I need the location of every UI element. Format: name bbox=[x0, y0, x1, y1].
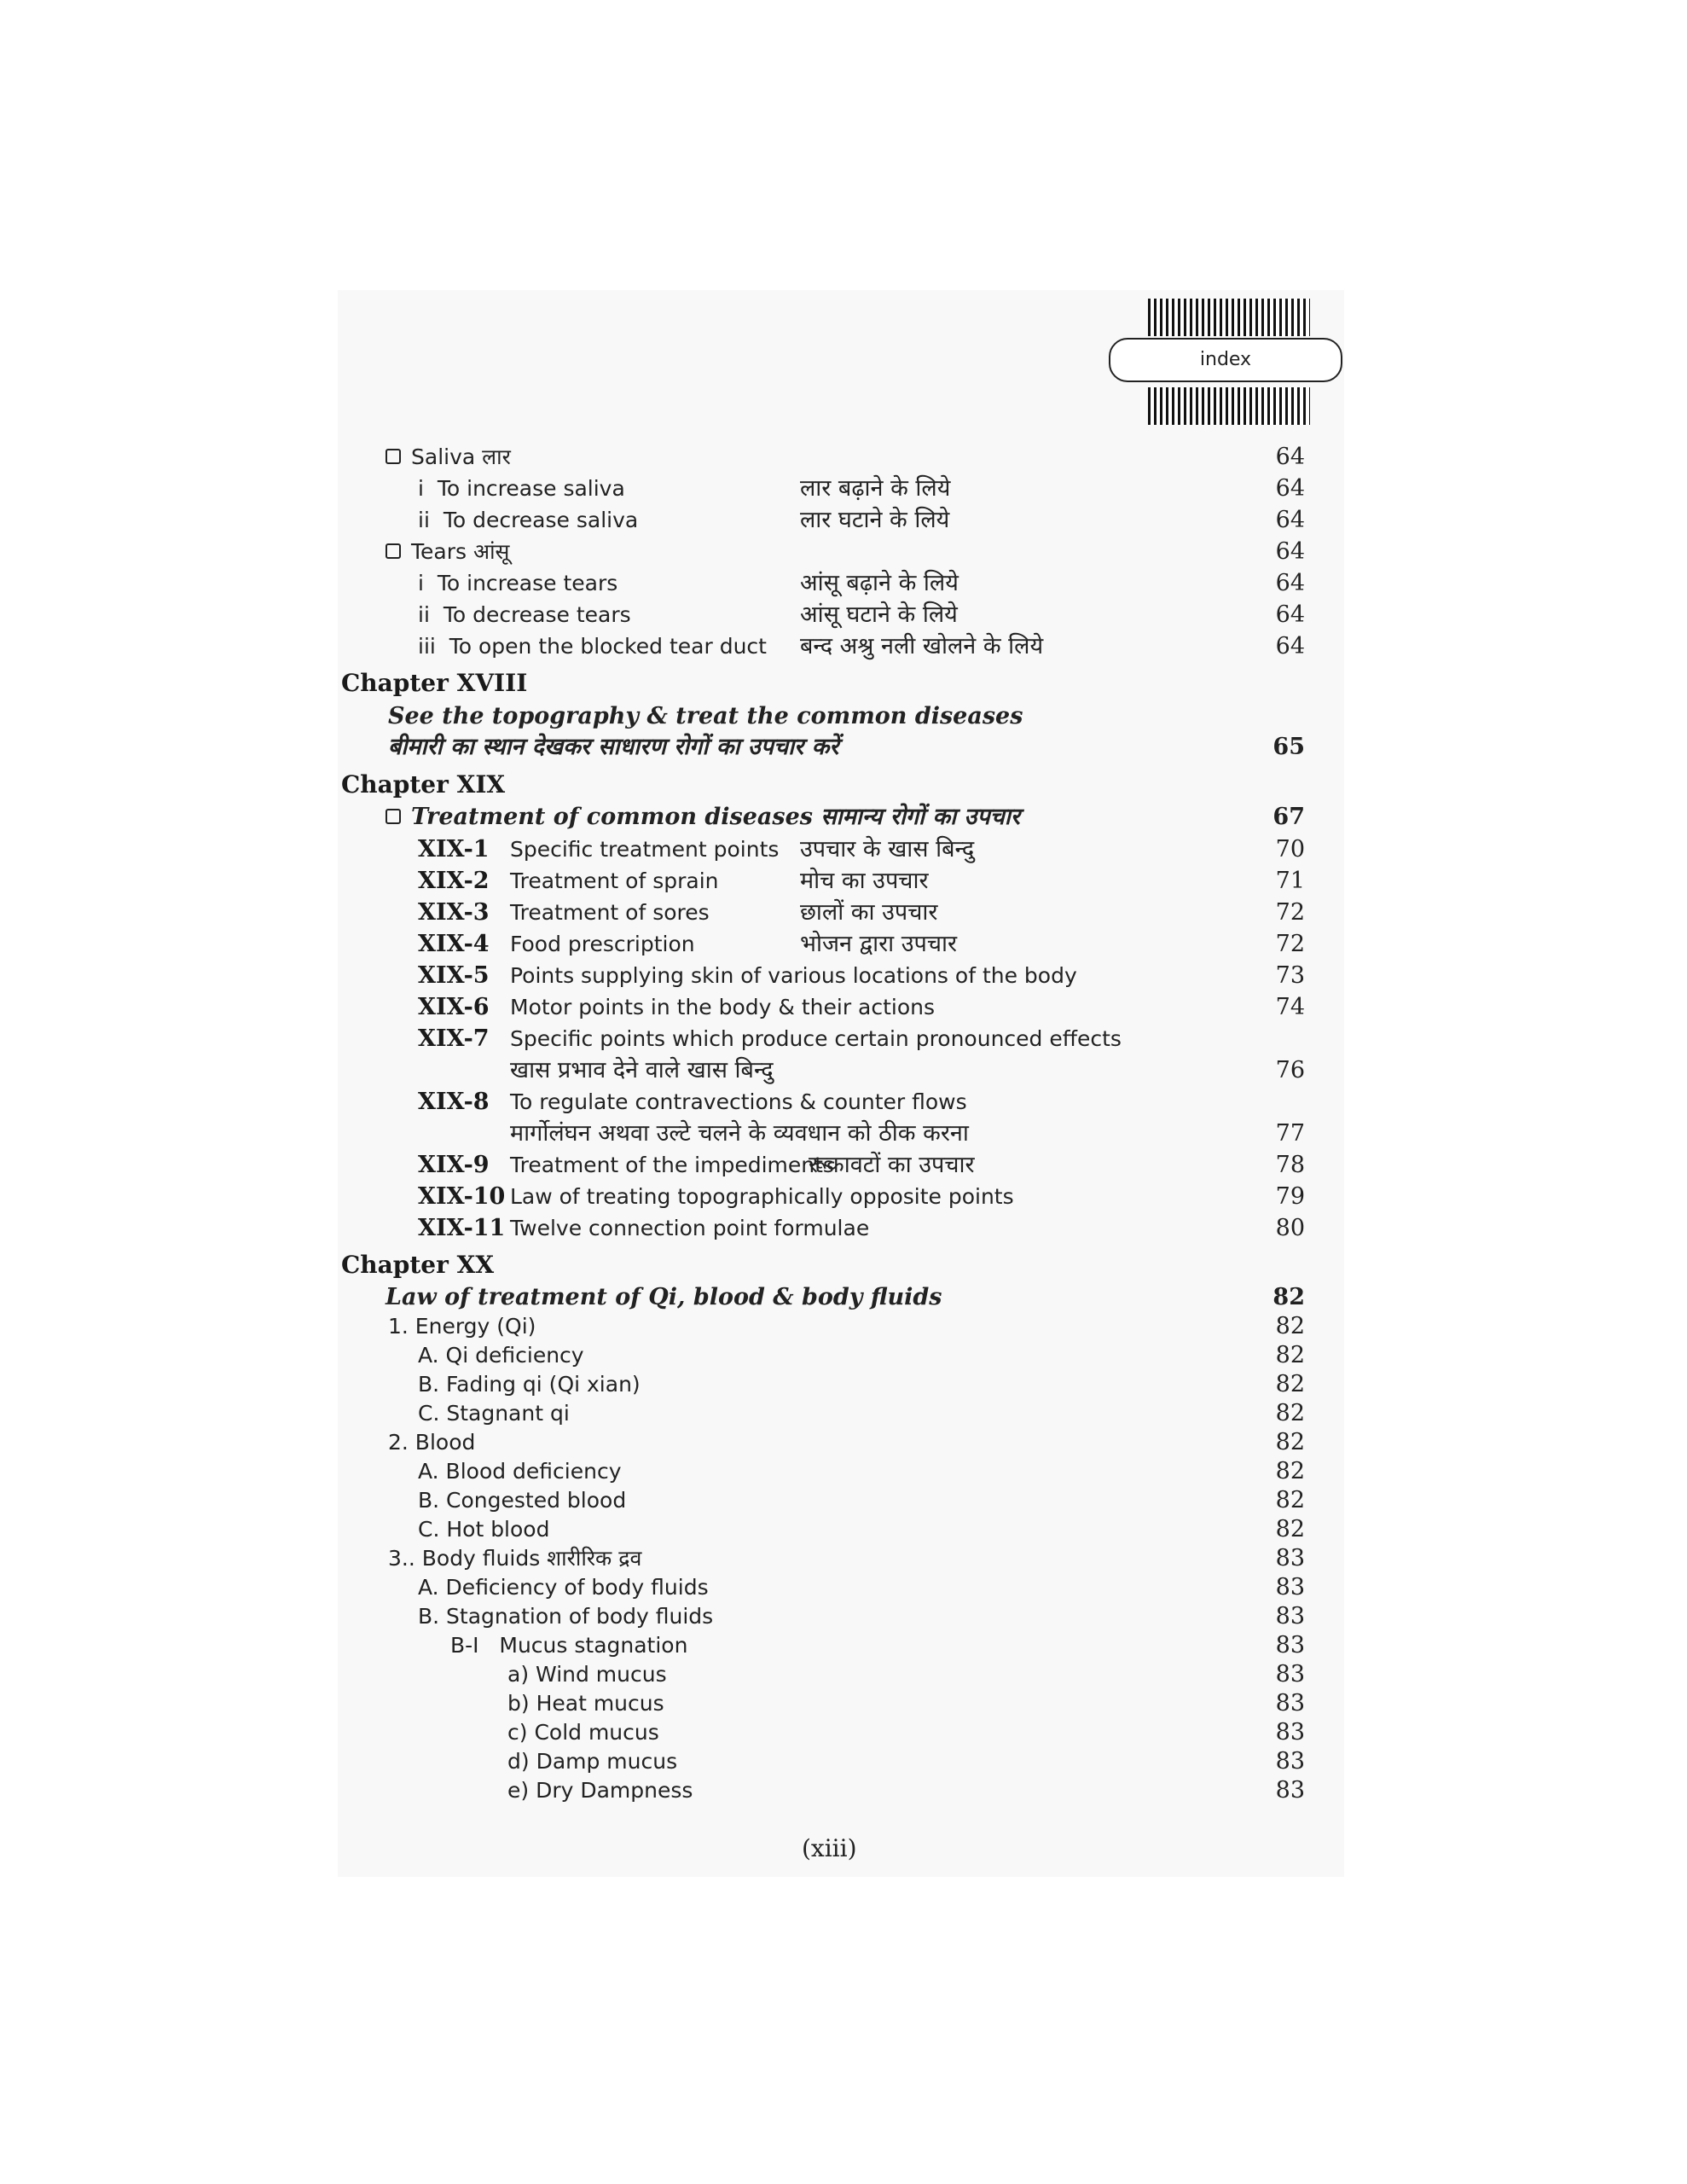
page-ref: 65 bbox=[1272, 734, 1305, 760]
item-hindi: मोच का उपचार bbox=[800, 868, 929, 894]
checkbox-bullet-icon bbox=[386, 449, 401, 464]
item-code: XIX-1 bbox=[418, 836, 490, 863]
list-item: d) Damp mucus bbox=[507, 1749, 678, 1774]
item-label: Twelve connection point formulae bbox=[510, 1216, 870, 1240]
page-ref: 73 bbox=[1275, 962, 1305, 989]
list-item: A. Deficiency of body fluids bbox=[418, 1575, 709, 1600]
page-ref: 82 bbox=[1275, 1313, 1305, 1339]
list-item: 3.. Body fluids शारीरिक द्रव bbox=[388, 1546, 642, 1571]
page-ref: 83 bbox=[1275, 1690, 1305, 1716]
chapter-title-hi: बीमारी का स्थान देखकर साधारण रोगों का उपचार करें bbox=[388, 734, 839, 760]
checkbox-bullet-icon bbox=[386, 809, 401, 824]
entry-hindi: बन्द अश्रु नली खोलने के लिये bbox=[800, 633, 1044, 659]
item-label: To regulate contravections & counter flows bbox=[510, 1089, 967, 1114]
page-ref: 79 bbox=[1275, 1183, 1305, 1210]
entry-hindi: आंसू बढ़ाने के लिये bbox=[800, 570, 959, 596]
item-code: XIX-10 bbox=[418, 1183, 506, 1210]
page-ref: 67 bbox=[1272, 804, 1305, 830]
page-ref: 82 bbox=[1275, 1342, 1305, 1368]
item-label: Specific points which produce certain pronounced effects bbox=[510, 1026, 1122, 1051]
list-item: 2. Blood bbox=[388, 1430, 476, 1455]
item-hindi: खास प्रभाव देने वाले खास बिन्दु bbox=[510, 1057, 774, 1083]
list-item: C. Hot blood bbox=[418, 1517, 550, 1542]
page-ref: 82 bbox=[1275, 1400, 1305, 1426]
list-item: a) Wind mucus bbox=[507, 1662, 667, 1687]
list-item: B. Congested blood bbox=[418, 1488, 627, 1513]
page-ref: 82 bbox=[1275, 1371, 1305, 1397]
entry-tears-decrease: ii To decrease tears bbox=[418, 602, 631, 627]
entry-hindi: आंसू घटाने के लिये bbox=[800, 601, 958, 628]
list-item: A. Qi deficiency bbox=[418, 1343, 584, 1368]
index-tab bbox=[1109, 299, 1348, 427]
item-label: Motor points in the body & their actions bbox=[510, 995, 936, 1019]
chapter-title: Treatment of common diseases सामान्य रोगों का उपचार bbox=[386, 802, 1020, 833]
page-ref: 72 bbox=[1275, 899, 1305, 926]
chapter-heading: Chapter XVIII bbox=[341, 669, 528, 697]
item-label: Treatment of sprain bbox=[510, 868, 719, 893]
checkbox-bullet-icon bbox=[386, 543, 401, 559]
chapter-title: Law of treatment of Qi, blood & body fluids bbox=[386, 1284, 942, 1310]
list-item: A. Blood deficiency bbox=[418, 1459, 622, 1484]
list-item: 1. Energy (Qi) bbox=[388, 1314, 536, 1339]
page-ref: 82 bbox=[1272, 1284, 1305, 1310]
list-item: B-I Mucus stagnation bbox=[450, 1633, 688, 1658]
entry-saliva: Saliva लार bbox=[386, 442, 511, 473]
page-number: (xiii) bbox=[802, 1834, 857, 1862]
page-ref: 64 bbox=[1275, 507, 1305, 533]
item-code: XIX-8 bbox=[418, 1089, 490, 1115]
entry-hindi: लार घटाने के लिये bbox=[800, 507, 950, 533]
barcode-stripes-top bbox=[1148, 299, 1310, 336]
chapter-heading: Chapter XX bbox=[341, 1251, 495, 1279]
item-label: Treatment of the impediments bbox=[510, 1153, 834, 1177]
page-ref: 64 bbox=[1275, 633, 1305, 659]
page-ref: 64 bbox=[1275, 444, 1305, 470]
barcode-stripes-bottom bbox=[1148, 387, 1310, 425]
item-code: XIX-5 bbox=[418, 962, 490, 989]
page-ref: 83 bbox=[1275, 1661, 1305, 1687]
item-code: XIX-3 bbox=[418, 899, 490, 926]
entry-tears: Tears आंसू bbox=[386, 537, 509, 567]
chapter-title-en: See the topography & treat the common diseases bbox=[388, 703, 1023, 729]
page-ref: 83 bbox=[1275, 1603, 1305, 1629]
page-ref: 76 bbox=[1275, 1057, 1305, 1083]
page-ref: 70 bbox=[1275, 836, 1305, 863]
entry-tear-duct: iii To open the blocked tear duct bbox=[418, 634, 767, 659]
page-ref: 83 bbox=[1275, 1748, 1305, 1774]
entry-saliva-decrease: ii To decrease saliva bbox=[418, 508, 639, 532]
page-ref: 64 bbox=[1275, 475, 1305, 502]
entry-tears-increase: i To increase tears bbox=[418, 571, 618, 595]
item-code: XIX-4 bbox=[418, 931, 490, 957]
page-ref: 82 bbox=[1275, 1487, 1305, 1513]
page-ref: 77 bbox=[1275, 1120, 1305, 1147]
list-item: b) Heat mucus bbox=[507, 1691, 664, 1716]
item-code: XIX-7 bbox=[418, 1025, 490, 1052]
page-ref: 83 bbox=[1275, 1545, 1305, 1571]
item-code: XIX-9 bbox=[418, 1152, 490, 1178]
page-ref: 74 bbox=[1275, 994, 1305, 1020]
list-item: c) Cold mucus bbox=[507, 1720, 659, 1745]
page-ref: 82 bbox=[1275, 1458, 1305, 1484]
page-ref: 64 bbox=[1275, 570, 1305, 596]
entry-saliva-increase: i To increase saliva bbox=[418, 476, 625, 501]
page-ref: 83 bbox=[1275, 1719, 1305, 1745]
list-item: e) Dry Dampness bbox=[507, 1778, 693, 1803]
index-tab-label: index bbox=[1109, 338, 1342, 382]
page-ref: 83 bbox=[1275, 1632, 1305, 1658]
page-ref: 64 bbox=[1275, 538, 1305, 565]
page-ref: 83 bbox=[1275, 1777, 1305, 1804]
item-label: Specific treatment points bbox=[510, 837, 780, 862]
item-code: XIX-2 bbox=[418, 868, 490, 894]
item-hindi: उपचार के खास बिन्दु bbox=[800, 836, 975, 863]
page-ref: 82 bbox=[1275, 1516, 1305, 1542]
page-ref: 72 bbox=[1275, 931, 1305, 957]
chapter-heading: Chapter XIX bbox=[341, 770, 506, 799]
page-ref: 83 bbox=[1275, 1574, 1305, 1600]
item-label: Points supplying skin of various locations of the body bbox=[510, 963, 1077, 988]
item-hindi: रूकावटों का उपचार bbox=[809, 1152, 975, 1178]
entry-hindi: लार बढ़ाने के लिये bbox=[800, 475, 951, 502]
item-code: XIX-6 bbox=[418, 994, 490, 1020]
item-code: XIX-11 bbox=[418, 1215, 506, 1241]
list-item: B. Stagnation of body fluids bbox=[418, 1604, 714, 1629]
item-label: Treatment of sores bbox=[510, 900, 710, 925]
page-ref: 78 bbox=[1275, 1152, 1305, 1178]
list-item: C. Stagnant qi bbox=[418, 1401, 570, 1426]
page-ref: 64 bbox=[1275, 601, 1305, 628]
item-label: Food prescription bbox=[510, 932, 695, 956]
item-hindi: मार्गोलंघन अथवा उल्टे चलने के व्यवधान को ठीक करना bbox=[510, 1120, 969, 1147]
page-ref: 82 bbox=[1275, 1429, 1305, 1455]
item-hindi: भोजन द्वारा उपचार bbox=[800, 931, 958, 957]
item-label: Law of treating topographically opposite points bbox=[510, 1184, 1014, 1209]
page-ref: 80 bbox=[1275, 1215, 1305, 1241]
page-ref: 71 bbox=[1275, 868, 1305, 894]
item-hindi: छालों का उपचार bbox=[800, 899, 938, 926]
list-item: B. Fading qi (Qi xian) bbox=[418, 1372, 641, 1397]
